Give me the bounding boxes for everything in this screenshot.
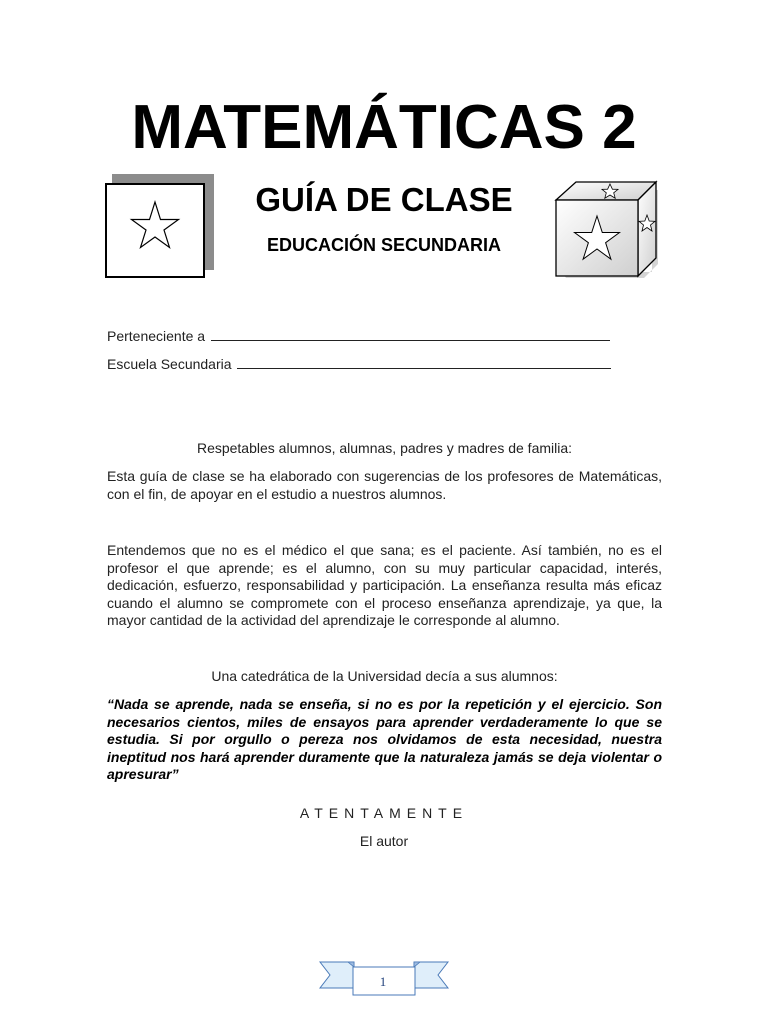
star-cube-icon [552, 178, 664, 282]
owner-label: Perteneciente a [107, 328, 206, 344]
education-level: EDUCACIÓN SECUNDARIA [266, 235, 501, 255]
closing: ATENTAMENTE [299, 805, 469, 821]
owner-line[interactable] [211, 328, 610, 341]
page-number: 1 [379, 974, 387, 989]
paragraph-intro: Esta guía de clase se ha elaborado con sugerencias de los profesores de Matemáticas, con el fin, de apoyar en el estudio a nuestros alumnos. [107, 468, 662, 502]
greeting: Respetables alumnos, alumnas, padres y madres de familia: [196, 440, 573, 456]
page-title: MATEMÁTICAS 2 [131, 93, 637, 162]
signature: El autor [359, 833, 409, 849]
school-line[interactable] [237, 356, 611, 369]
quote-intro: Una catedrática de la Universidad decía a sus alumnos: [211, 668, 558, 684]
paragraph-main: Entendemos que no es el médico el que sana; es el paciente. Así también, no es el profesor el que aprende; es el alumno, con su muy particular capacidad, interés, dedicación, esfuerzo, responsabilidad y participación. La enseñanza resulta más eficaz cuando el alumno se compromete con el proceso enseñanza aprendizaje, ya que, la mayor cantidad de la actividad del aprendizaje le corresponde al alumno. [107, 542, 662, 628]
guide-subtitle: GUÍA DE CLASE [255, 181, 513, 218]
school-field[interactable] [107, 355, 611, 373]
quote: “Nada se aprende, nada se enseña, si no es por la repetición y el ejercicio. Son necesarios cientos, miles de ensayos para aprender verdaderamente lo que se estudia. Si por orgullo o pereza nos olvidamos de esta necesidad, nuestra ineptitud nos hará aprender duramente que la naturaleza jamás se deja violentar o apresurar” [107, 696, 662, 782]
star-box-icon [104, 172, 216, 280]
school-label: Escuela Secundaria [107, 356, 232, 372]
owner-field[interactable] [107, 327, 610, 345]
